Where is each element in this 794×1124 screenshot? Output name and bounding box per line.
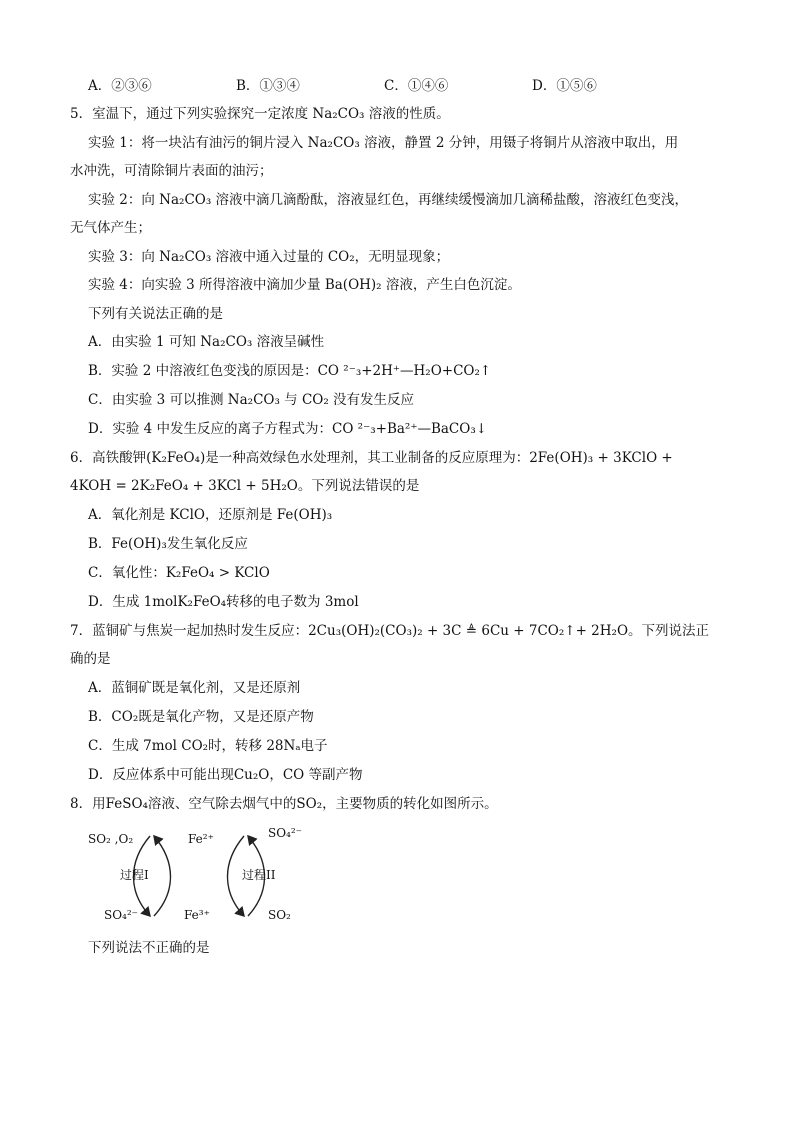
diagram-fe3: Fe³⁺ bbox=[184, 908, 210, 922]
q5-exp3: 实验 3：向 Na₂CO₃ 溶液中通入过量的 CO₂，无明显现象； bbox=[88, 249, 450, 265]
q5-exp1-line1: 实验 1：将一块沾有油污的铜片浸入 Na₂CO₃ 溶液，静置 2 分钟，用镊子将铜片从溶液中取出，用 bbox=[88, 135, 679, 151]
q5-option-d[interactable]: D．实验 4 中发生反应的离子方程式为：CO ²⁻₃+Ba²⁺—BaCO₃↓ bbox=[88, 421, 488, 437]
q6-option-b[interactable]: B．Fe(OH)₃发生氧化反应 bbox=[88, 536, 248, 552]
q5-stem: 5．室温下，通过下列实验探究一定浓度 Na₂CO₃ 溶液的性质。 bbox=[70, 106, 450, 122]
q7-stem-line1: 7．蓝铜矿与焦炭一起加热时发生反应：2Cu₃(OH)₂(CO₃)₂ + 3C ≜ 6Cu + 7CO₂↑+ 2H₂O。下列说法正 bbox=[70, 623, 710, 639]
process1-right-arc bbox=[154, 836, 171, 916]
conversion-diagram bbox=[88, 822, 308, 932]
diagram-process2: 过程II bbox=[242, 868, 276, 882]
q8-prompt: 下列说法不正确的是 bbox=[88, 940, 210, 956]
q5-exp1-line2: 水冲洗，可清除铜片表面的油污； bbox=[70, 163, 273, 179]
q6-option-d[interactable]: D．生成 1molK₂FeO₄转移的电子数为 3mol bbox=[88, 594, 359, 610]
q7-option-a[interactable]: A．蓝铜矿既是氧化剂，又是还原剂 bbox=[88, 680, 301, 696]
q5-exp4: 实验 4：向实验 3 所得溶液中滴加少量 Ba(OH)₂ 溶液，产生白色沉淀。 bbox=[88, 277, 521, 293]
q6-option-a[interactable]: A．氧化剂是 KClO，还原剂是 Fe(OH)₃ bbox=[88, 507, 333, 523]
q4-option-b[interactable]: B．①③④ bbox=[236, 78, 300, 94]
q6-stem-line1: 6．高铁酸钾(K₂FeO₄)是一种高效绿色水处理剂，其工业制备的反应原理为：2Fe(OH)₃ + 3KClO + bbox=[70, 450, 673, 466]
diagram-process1: 过程I bbox=[120, 868, 149, 882]
q8-stem: 8．用FeSO₄溶液、空气除去烟气中的SO₂，主要物质的转化如图所示。 bbox=[70, 796, 498, 812]
q5-exp2-line1: 实验 2：向 Na₂CO₃ 溶液中滴几滴酚酞，溶液显红色，再继续缓慢滴加几滴稀盐酸，溶液红色变浅， bbox=[88, 192, 689, 208]
q5-prompt: 下列有关说法正确的是 bbox=[88, 306, 223, 322]
q5-exp2-line2: 无气体产生； bbox=[70, 220, 151, 236]
q6-stem-line2: 4KOH = 2K₂FeO₄ + 3KCl + 5H₂O。下列说法错误的是 bbox=[70, 478, 420, 494]
q7-option-b[interactable]: B．CO₂既是氧化产物，又是还原产物 bbox=[88, 709, 314, 725]
diagram-so4-top: SO₄²⁻ bbox=[268, 826, 303, 840]
q5-option-c[interactable]: C．由实验 3 可以推测 Na₂CO₃ 与 CO₂ 没有发生反应 bbox=[88, 392, 415, 408]
q4-options bbox=[88, 76, 680, 96]
q4-option-d[interactable]: D．①⑤⑥ bbox=[532, 78, 597, 94]
diagram-so2-o2: SO₂ ,O₂ bbox=[88, 832, 134, 846]
diagram-fe2: Fe²⁺ bbox=[188, 832, 214, 846]
q7-option-d[interactable]: D．反应体系中可能出现Cu₂O，CO 等副产物 bbox=[88, 767, 363, 783]
q5-option-b[interactable]: B．实验 2 中溶液红色变浅的原因是：CO ²⁻₃+2H⁺—H₂O+CO₂↑ bbox=[88, 363, 492, 379]
diagram-so2-bottom: SO₂ bbox=[268, 908, 291, 922]
diagram-so4-bottom: SO₄²⁻ bbox=[104, 908, 139, 922]
q6-option-c[interactable]: C．氧化性：K₂FeO₄ > KClO bbox=[88, 565, 270, 581]
q4-option-a[interactable]: A．②③⑥ bbox=[88, 78, 152, 94]
q4-option-c[interactable]: C．①④⑥ bbox=[384, 78, 449, 94]
q7-option-c[interactable]: C．生成 7mol CO₂时，转移 28Nₐ电子 bbox=[88, 738, 328, 754]
q7-stem-line2: 确的是 bbox=[70, 651, 111, 667]
q5-option-a[interactable]: A．由实验 1 可知 Na₂CO₃ 溶液呈碱性 bbox=[88, 334, 325, 350]
